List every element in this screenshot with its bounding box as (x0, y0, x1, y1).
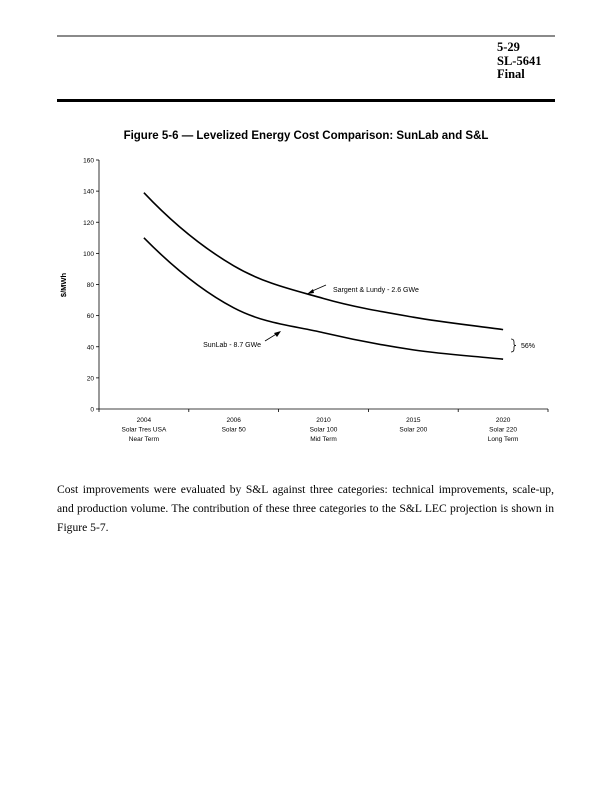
y-tick-label: 80 (86, 282, 94, 289)
x-tick-label: 2020 (495, 417, 511, 424)
sunlab-series-label: SunLab - 8.7 GWe (203, 342, 261, 349)
figure-title: Figure 5-6 — Levelized Energy Cost Comparison: SunLab and S&L (123, 130, 489, 142)
page-number: 5-29 (497, 40, 520, 54)
x-tick-label: Long Term (487, 436, 519, 443)
sargent-lundy-line (144, 193, 503, 330)
y-tick-label: 0 (90, 406, 94, 414)
x-tick-label: Solar 50 (221, 426, 246, 434)
y-tick-label: 40 (86, 344, 94, 352)
x-tick-label: Near Term (128, 436, 160, 443)
y-tick-label: 20 (86, 375, 94, 383)
document-status: Final (497, 67, 525, 81)
y-tick-label: 160 (83, 157, 94, 165)
x-tick-label: 2015 (406, 417, 421, 424)
x-tick-label: 2004 (136, 417, 152, 424)
y-tick-label: 120 (83, 219, 94, 227)
document-id: SL-5641 (497, 54, 542, 68)
sl-series-label: Sargent & Lundy - 2.6 GWe (333, 287, 419, 294)
x-tick-label: Solar 200 (399, 426, 428, 434)
y-tick-label: 140 (83, 188, 94, 196)
x-tick-label: Solar 220 (489, 426, 518, 434)
gap-percent-label: 56% (521, 343, 536, 350)
sl-arrow-head-icon (307, 289, 314, 294)
y-tick-label: 100 (83, 250, 94, 258)
y-axis-label: $/MWh (59, 272, 68, 298)
y-tick-label: 60 (86, 313, 94, 321)
x-tick-label: Solar 100 (309, 426, 338, 434)
body-paragraph: Cost improvements were evaluated by S&L against three categories: technical improvements, scale-up, and production volume. The contribution of these three categories to the S&L LEC projection is shown in Figure 5-7. (57, 483, 554, 534)
x-tick-label: Solar Tres USA (121, 426, 167, 434)
x-tick-label: 2010 (316, 417, 331, 424)
x-tick-label: 2006 (226, 417, 241, 424)
gap-bracket (511, 339, 516, 352)
sunlab-arrow-head-icon (274, 331, 281, 337)
x-tick-label: Mid Term (310, 436, 337, 443)
